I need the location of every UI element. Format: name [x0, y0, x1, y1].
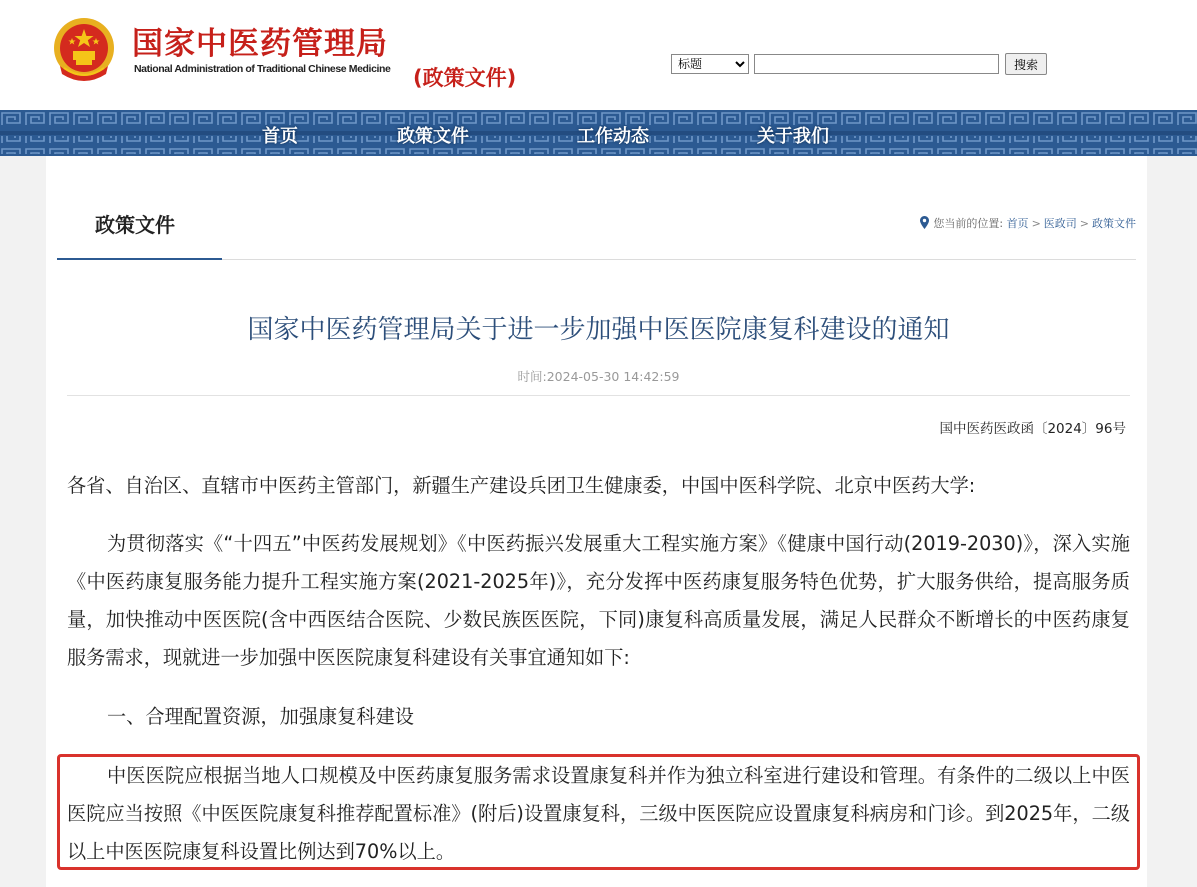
section-divider — [222, 259, 1136, 260]
search-field-select[interactable] — [671, 54, 749, 74]
breadcrumb-separator: > — [1031, 217, 1041, 230]
document-number: 国中医药医政函〔2024〕96号 — [939, 421, 1126, 437]
site-subtitle: (政策文件) — [413, 66, 517, 90]
nav-item-news[interactable]: 工作动态 — [577, 126, 649, 147]
location-pin-icon — [920, 216, 929, 229]
article-addressee: 各省、自治区、直辖市中医药主管部门，新疆生产建设兵团卫生健康委，中国中医科学院、北京中医药大学: — [67, 474, 976, 497]
search-input[interactable] — [754, 54, 999, 74]
article-heading-1: 一、合理配置资源，加强康复科建设 — [107, 705, 414, 728]
search-button[interactable]: 搜索 — [1005, 53, 1047, 75]
brand-name-en: National Administration of Traditional Chinese Medicine — [134, 63, 391, 75]
article-paragraph-1: 中医医院应根据当地人口规模及中医药康复服务需求设置康复科并作为独立科室进行建设和管理。有条件的二级以上中医医院应当按照《中医医院康复科推荐配置标准》(附后)设置康复科，三级中医医院应设置康复科病房和门诊。到2025年，二级以上中医医院康复科设置比例达到70%以上。 — [67, 764, 1130, 863]
breadcrumb-prefix: 您当前的位置: — [933, 217, 1004, 230]
article-time: 时间:2024-05-30 14:42:59 — [517, 369, 680, 384]
nav-item-home[interactable]: 首页 — [262, 126, 298, 147]
breadcrumb-separator: > — [1079, 217, 1089, 230]
nav-item-about[interactable]: 关于我们 — [757, 126, 829, 147]
national-emblem-icon — [50, 16, 118, 84]
breadcrumb — [920, 215, 1136, 231]
nav-item-policy[interactable]: 政策文件 — [397, 126, 469, 147]
article-divider — [67, 395, 1130, 396]
section-title: 政策文件 — [95, 213, 175, 237]
breadcrumb-link-home[interactable]: 首页 — [1006, 217, 1029, 230]
article-paragraph-intro: 为贯彻落实《“十四五”中医药发展规划》《中医药振兴发展重大工程实施方案》《健康中国行动(2019-2030)》，深入实施《中医药康复服务能力提升工程实施方案(2021-2025年)》，充分发挥中医药康复服务特色优势，扩大服务供给，提高服务质量，加快推动中医医院(含中西医结合医院、少数民族医医院，下同)康复科高质量发展，满足人民群众不断增长的中医药康复服务需求，现就进一步加强中医医院康复科建设有关事宜通知如下: — [67, 532, 1130, 669]
brand-name-cn: 国家中医药管理局 — [132, 26, 388, 62]
breadcrumb-link-department[interactable]: 医政司 — [1043, 217, 1077, 230]
highlight-box — [57, 754, 1140, 870]
breadcrumb-link-policy[interactable]: 政策文件 — [1092, 217, 1136, 230]
section-tab-underline — [57, 258, 222, 260]
article-title: 国家中医药管理局关于进一步加强中医医院康复科建设的通知 — [247, 315, 950, 345]
